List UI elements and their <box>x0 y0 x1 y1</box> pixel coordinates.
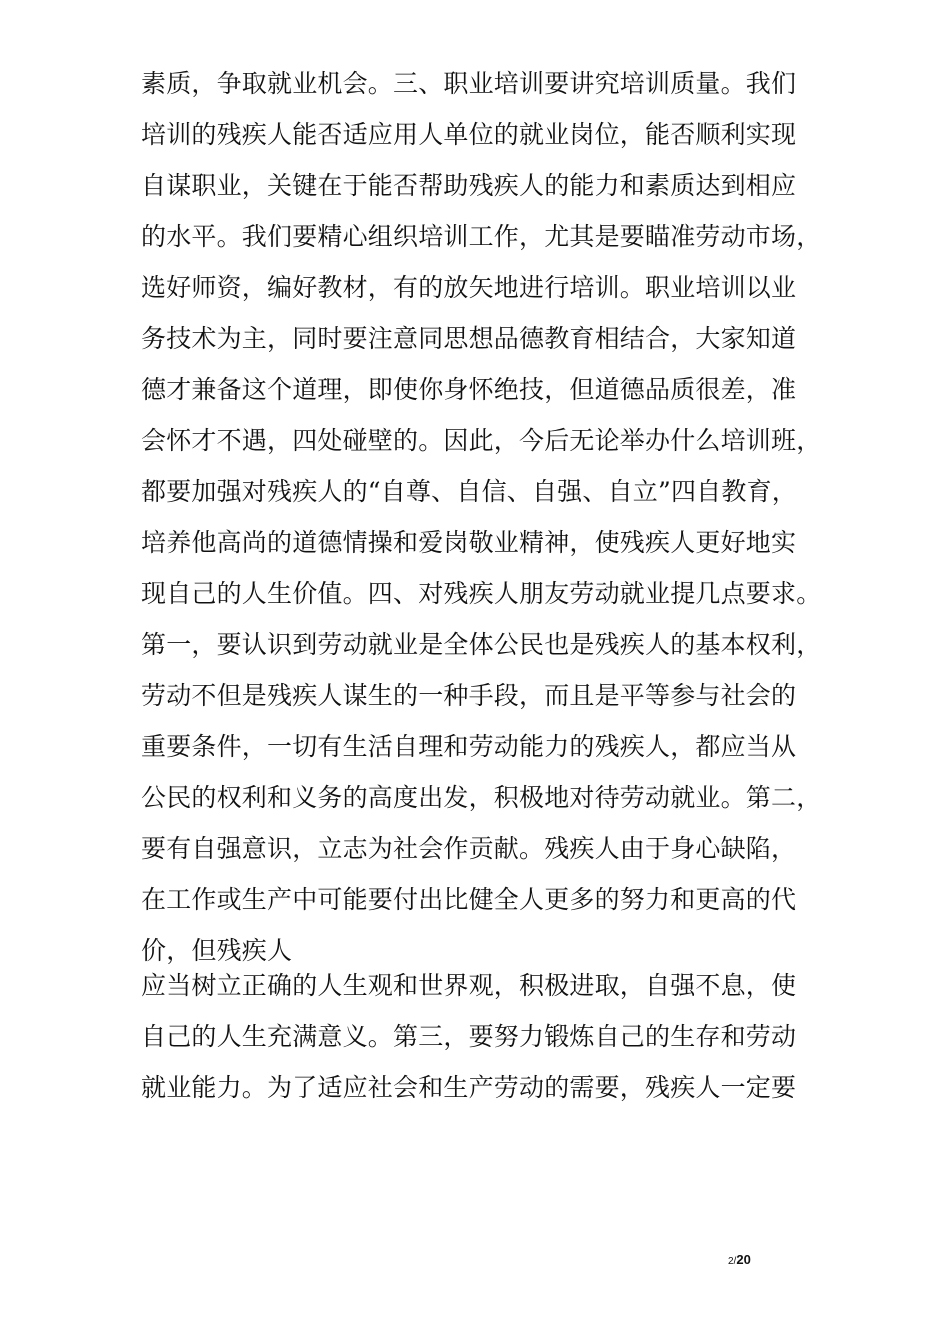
text-line: 自己的人生充满意义。第三，要努力锻炼自己的生存和劳动 <box>141 1022 797 1051</box>
body-text-block-1 <box>141 58 831 976</box>
text-line: 德才兼备这个道理，即使你身怀绝技，但道德品质很差，准 <box>141 375 797 404</box>
text-line: 第一，要认识到劳动就业是全体公民也是残疾人的基本权利， <box>141 630 822 659</box>
text-line: 就业能力。为了适应社会和生产劳动的需要，残疾人一定要 <box>141 1073 797 1102</box>
text-line: 自谋职业，关键在于能否帮助残疾人的能力和素质达到相应 <box>141 171 797 200</box>
text-line: 劳动不但是残疾人谋生的一种手段，而且是平等参与社会的 <box>141 681 797 710</box>
text-line: 会怀才不遇，四处碰壁的。因此，今后无论举办什么培训班， <box>141 426 822 455</box>
text-line: 培训的残疾人能否适应用人单位的就业岗位，能否顺利实现 <box>141 120 797 149</box>
page-number-total: 20 <box>736 1252 751 1267</box>
text-line: 公民的权利和义务的高度出发，积极地对待劳动就业。第二， <box>141 783 822 812</box>
text-line: 务技术为主，同时要注意同思想品德教育相结合，大家知道 <box>141 324 797 353</box>
text-line: 选好师资，编好教材，有的放矢地进行培训。职业培训以业 <box>141 273 797 302</box>
text-line: 重要条件，一切有生活自理和劳动能力的残疾人，都应当从 <box>141 732 797 761</box>
text-line: 价，但残疾人 <box>141 936 293 965</box>
text-line: 素质，争取就业机会。三、职业培训要讲究培训质量。我们 <box>141 69 797 98</box>
text-line: 在工作或生产中可能要付出比健全人更多的努力和更高的代 <box>141 885 797 914</box>
text-line: 现自己的人生价值。四、对残疾人朋友劳动就业提几点要求。 <box>141 579 822 608</box>
text-line: 的水平。我们要精心组织培训工作，尤其是要瞄准劳动市场， <box>141 222 822 251</box>
page-number <box>728 1252 751 1267</box>
text-line: 应当树立正确的人生观和世界观，积极进取，自强不息，使 <box>141 971 797 1000</box>
text-line: 都要加强对残疾人的“自尊、自信、自强、自立”四自教育， <box>141 477 797 506</box>
text-line: 培养他高尚的道德情操和爱岗敬业精神，使残疾人更好地实 <box>141 528 797 557</box>
body-text-block-2 <box>141 960 831 1113</box>
text-line: 要有自强意识，立志为社会作贡献。残疾人由于身心缺陷， <box>141 834 797 863</box>
page-number-current: 2/ <box>728 1256 737 1267</box>
